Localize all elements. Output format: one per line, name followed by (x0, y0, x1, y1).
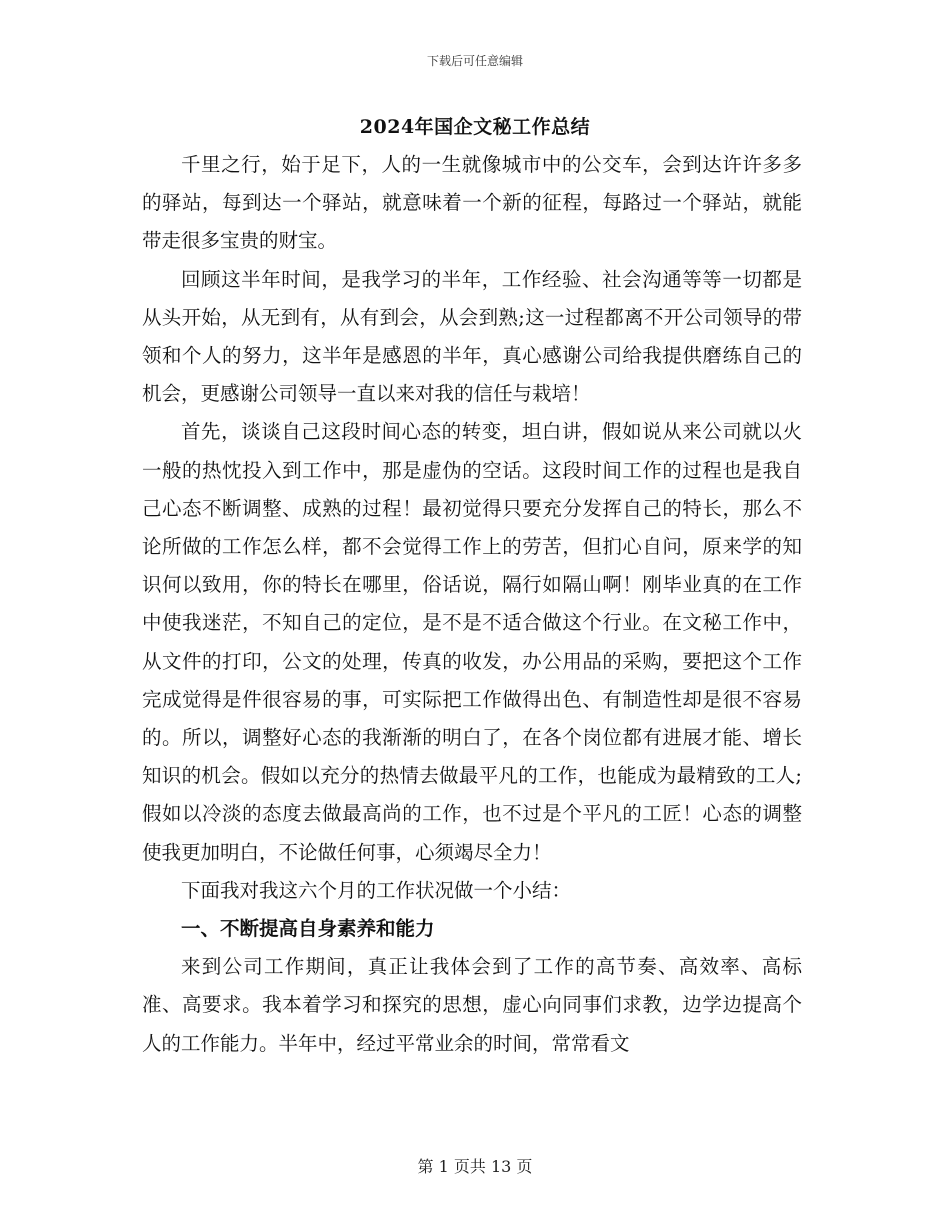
section-paragraph: 来到公司工作期间，真正让我体会到了工作的高节奏、高效率、高标准、高要求。我本着学习和探究的思想，虚心向同事们求教，边学边提高个人的工作能力。半年中，经过平常业余的时间，常常看文 (142, 955, 802, 1055)
page-number-footer: 第 1 页共 13 页 (417, 1157, 533, 1176)
document-body (142, 146, 802, 1063)
paragraph-2: 回顾这半年时间，是我学习的半年，工作经验、社会沟通等等一切都是从头开始，从无到有，从有到会，从会到熟;这一过程都离不开公司领导的带领和个人的努力，这半年是感恩的半年，真心感谢公司给我提供磨练自己的机会，更感谢公司领导一直以来对我的信任与栽培！ (142, 267, 802, 406)
document-title: 2024年国企文秘工作总结 (359, 116, 591, 138)
section-heading: 一、不断提高自身素养和能力 (181, 917, 435, 941)
paragraph-1: 千里之行，始于足下，人的一生就像城市中的公交车，会到达许许多多的驿站，每到达一个驿站，就意味着一个新的征程，每路过一个驿站，就能带走很多宝贵的财宝。 (142, 153, 802, 253)
paragraph-3: 首先，谈谈自己这段时间心态的转变，坦白讲，假如说从来公司就以火一般的热忱投入到工作中，那是虚伪的空话。这段时间工作的过程也是我自己心态不断调整、成熟的过程！最初觉得只要充分发挥自己的特长，那么不论所做的工作怎么样，都不会觉得工作上的劳苦，但扪心自问，原来学的知识何以致用，你的特长在哪里，俗话说，隔行如隔山啊！刚毕业真的在工作中使我迷茫，不知自己的定位，是不是不适合做这个行业。在文秘工作中，从文件的打印，公文的处理，传真的收发，办公用品的采购，要把这个工作完成觉得是件很容易的事，可实际把工作做得出色、有制造性却是很不容易的。所以，调整好心态的我渐渐的明白了，在各个岗位都有进展才能、增长知识的机会。假如以充分的热情去做最平凡的工作，也能成为最精致的工人;假如以冷淡的态度去做最高尚的工作，也不过是个平凡的工匠！心态的调整使我更加明白，不论做任何事，心须竭尽全力！ (142, 420, 802, 864)
paragraph-4: 下面我对我这六个月的工作状况做一个小结： (181, 878, 572, 902)
header-note: 下载后可任意编辑 (426, 54, 523, 68)
